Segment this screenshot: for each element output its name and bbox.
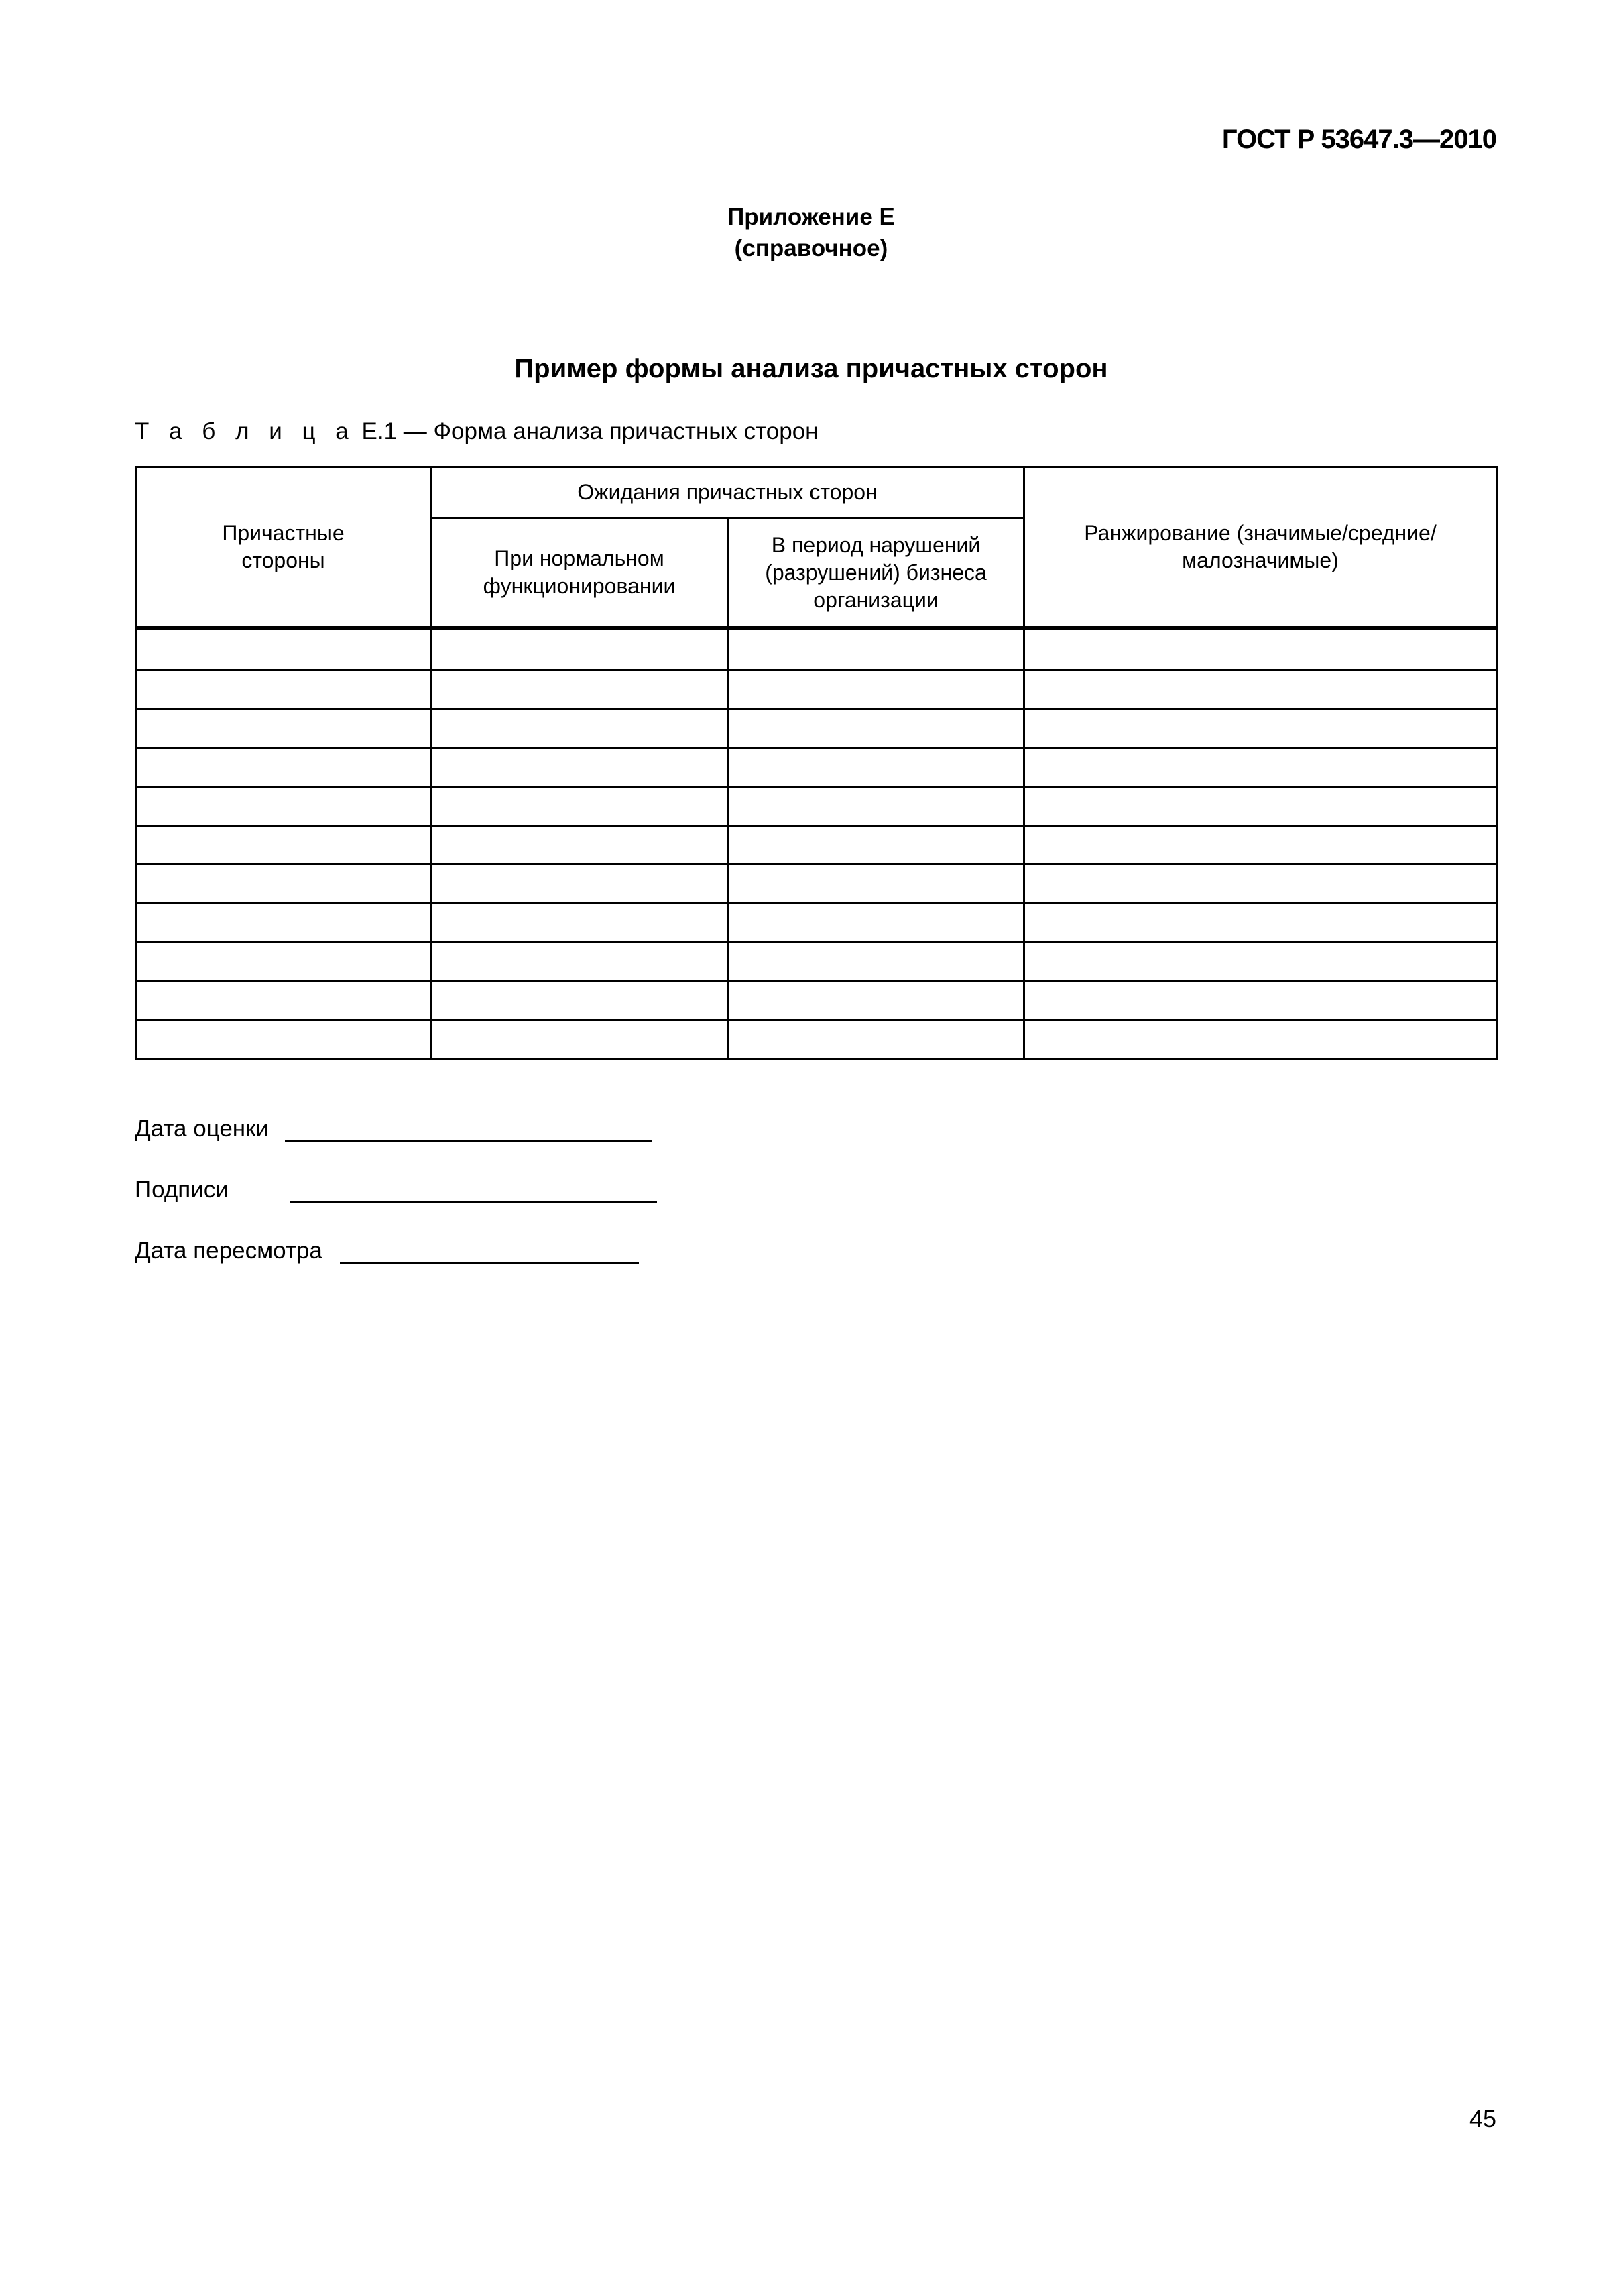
table-cell[interactable] xyxy=(136,628,431,670)
table-cell[interactable] xyxy=(728,943,1024,981)
table-row xyxy=(136,628,1497,670)
appendix-heading xyxy=(670,201,952,264)
table-cell[interactable] xyxy=(728,826,1024,865)
table-caption xyxy=(135,418,818,445)
assessment-date-row xyxy=(135,1115,652,1147)
table-cell[interactable] xyxy=(728,628,1024,670)
table-row xyxy=(136,748,1497,787)
signatures-label: Подписи xyxy=(135,1176,229,1203)
review-date-label: Дата пересмотра xyxy=(135,1237,322,1264)
table-row xyxy=(136,826,1497,865)
document-code: ГОСТ Р 53647.3—2010 xyxy=(1221,125,1496,154)
table-caption-text: Е.1 — Форма анализа причастных сторон xyxy=(361,418,819,444)
header-normal-operation: При нормальном функционировании xyxy=(431,518,728,629)
table-cell[interactable] xyxy=(1024,709,1497,748)
table-cell[interactable] xyxy=(728,787,1024,826)
table-cell[interactable] xyxy=(1024,628,1497,670)
page-number: 45 xyxy=(1469,2105,1496,2132)
table-cell[interactable] xyxy=(431,787,728,826)
table-cell[interactable] xyxy=(431,865,728,904)
table-caption-prefix: Т а б л и ц а xyxy=(135,418,355,444)
table-cell[interactable] xyxy=(136,826,431,865)
table-cell[interactable] xyxy=(728,904,1024,943)
table-cell[interactable] xyxy=(431,709,728,748)
table-row xyxy=(136,943,1497,981)
header-expectations: Ожидания причастных сторон xyxy=(431,467,1024,518)
table-row xyxy=(136,865,1497,904)
table-cell[interactable] xyxy=(728,748,1024,787)
table-row xyxy=(136,904,1497,943)
table-cell[interactable] xyxy=(728,709,1024,748)
table-cell[interactable] xyxy=(136,787,431,826)
table-cell[interactable] xyxy=(136,943,431,981)
table-cell[interactable] xyxy=(136,709,431,748)
table-cell[interactable] xyxy=(728,981,1024,1020)
signatures-field[interactable] xyxy=(290,1176,657,1203)
appendix-subtitle: (справочное) xyxy=(734,235,888,261)
assessment-date-label: Дата оценки xyxy=(135,1115,269,1142)
table-cell[interactable] xyxy=(1024,787,1497,826)
table-cell[interactable] xyxy=(136,748,431,787)
table-cell[interactable] xyxy=(431,628,728,670)
table-body xyxy=(136,628,1497,1059)
table-cell[interactable] xyxy=(431,904,728,943)
table-cell[interactable] xyxy=(431,748,728,787)
table-cell[interactable] xyxy=(136,670,431,709)
table-cell[interactable] xyxy=(136,1020,431,1059)
table-cell[interactable] xyxy=(1024,826,1497,865)
table-row xyxy=(136,670,1497,709)
header-disruption-period: В период нарушений (разрушений) бизнеса организации xyxy=(728,518,1024,629)
signatures-row xyxy=(135,1176,657,1208)
table-row xyxy=(136,787,1497,826)
table-row xyxy=(136,1020,1497,1059)
review-date-row xyxy=(135,1237,639,1269)
header-stakeholders: Причастные стороны xyxy=(136,467,431,629)
table-cell[interactable] xyxy=(431,943,728,981)
table-cell[interactable] xyxy=(431,1020,728,1059)
section-title: Пример формы анализа причастных сторон xyxy=(514,354,1108,383)
assessment-date-field[interactable] xyxy=(285,1115,652,1142)
review-date-field[interactable] xyxy=(340,1237,639,1264)
table-cell[interactable] xyxy=(136,865,431,904)
table-cell[interactable] xyxy=(136,904,431,943)
table-cell[interactable] xyxy=(431,670,728,709)
table-cell[interactable] xyxy=(728,865,1024,904)
table-cell[interactable] xyxy=(1024,1020,1497,1059)
table-row xyxy=(136,709,1497,748)
table-cell[interactable] xyxy=(728,1020,1024,1059)
table-cell[interactable] xyxy=(728,670,1024,709)
table-row xyxy=(136,981,1497,1020)
appendix-title: Приложение Е xyxy=(727,204,895,230)
table-cell[interactable] xyxy=(1024,981,1497,1020)
table-cell[interactable] xyxy=(1024,748,1497,787)
header-ranking: Ранжирование (значимые/средние/малозначимые) xyxy=(1024,467,1497,629)
table-cell[interactable] xyxy=(431,826,728,865)
table-cell[interactable] xyxy=(431,981,728,1020)
stakeholder-analysis-table xyxy=(135,466,1498,1060)
table-cell[interactable] xyxy=(1024,904,1497,943)
table-cell[interactable] xyxy=(1024,670,1497,709)
table-cell[interactable] xyxy=(136,981,431,1020)
table-cell[interactable] xyxy=(1024,943,1497,981)
table-cell[interactable] xyxy=(1024,865,1497,904)
